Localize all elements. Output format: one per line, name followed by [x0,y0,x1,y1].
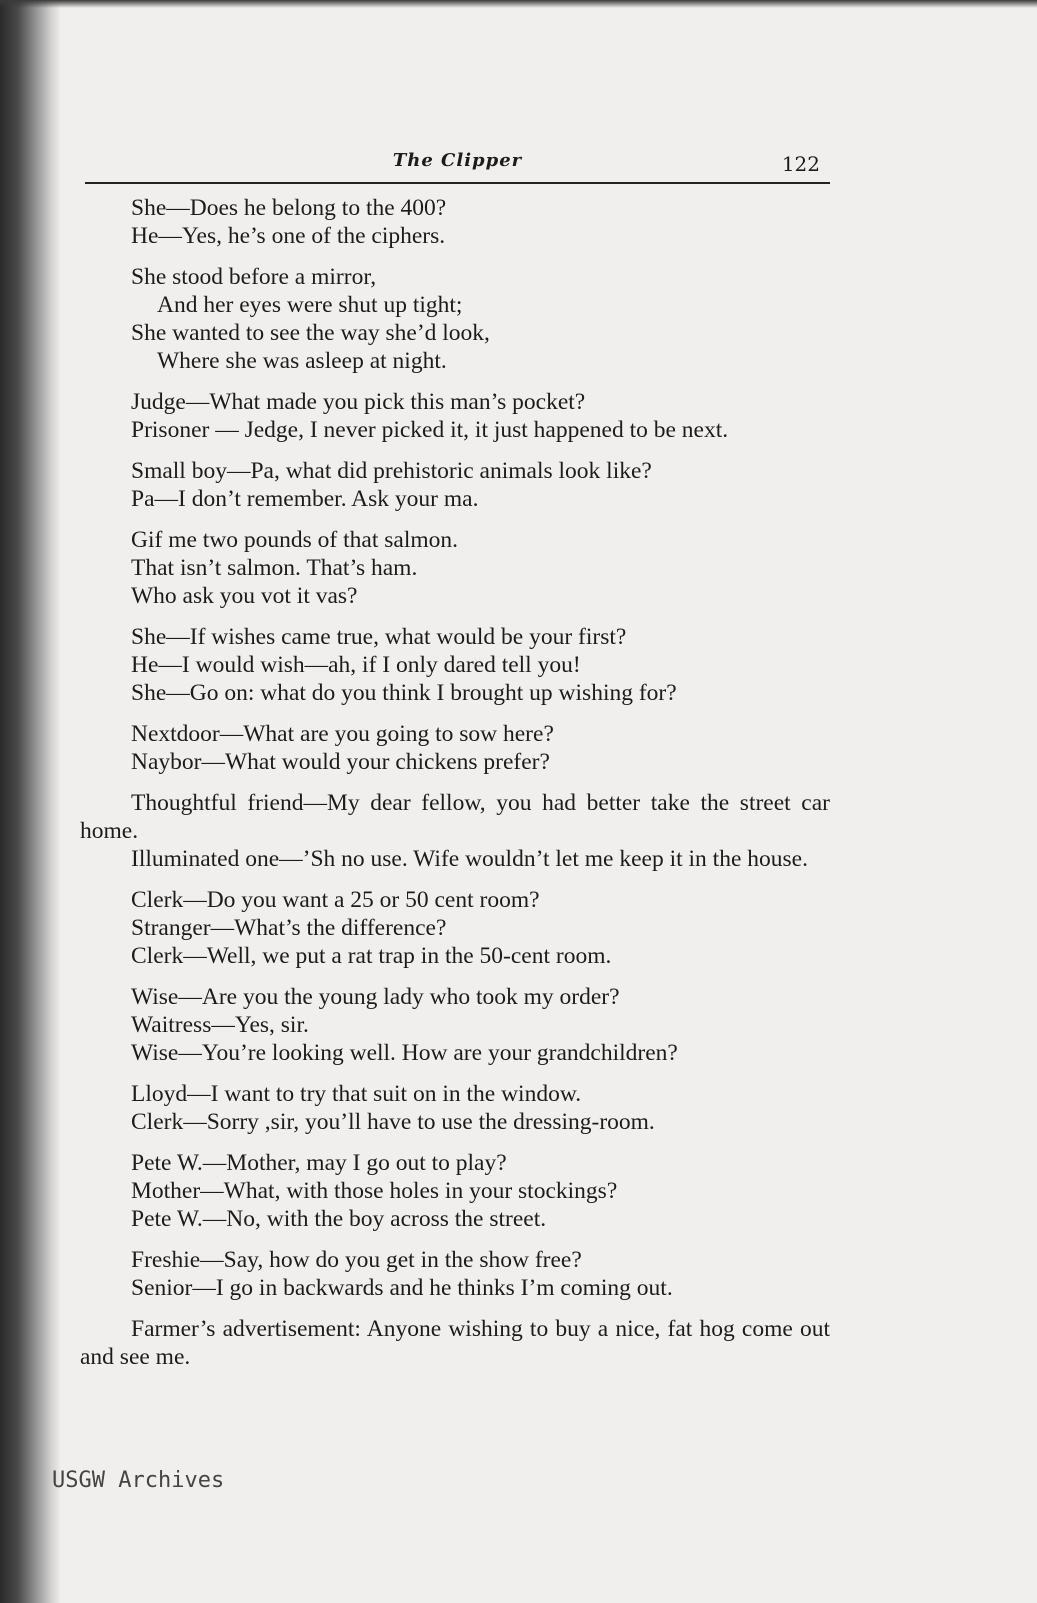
joke-pete [80,1149,830,1233]
joke-judge [80,388,830,444]
joke-street-car [80,789,830,873]
text-line: Pete W.—No, with the boy across the street. [131,1206,547,1232]
text-line: Senior—I go in backwards and he thinks I’m coming out. [131,1275,673,1301]
text-paragraph: Illuminated one—’Sh no use. Wife wouldn’t let me keep it in the house. [131,846,808,872]
text-line: Pete W.—Mother, may I go out to play? [131,1150,507,1176]
text-line: She—Go on: what do you think I brought up wishing for? [131,680,677,706]
page-header [85,146,830,184]
poem [80,263,830,375]
joke-wishes [80,623,830,707]
text-paragraph: Farmer’s advertisement: Anyone wishing to buy a nice, fat hog come out and see me. [80,1316,830,1370]
text-paragraph: Prisoner — Jedge, I never picked it, it just happened to be next. [131,417,729,443]
joke-small-boy [80,457,830,513]
text-line: Who ask you vot it vas? [131,583,358,609]
page-content [80,194,830,1384]
poem-line: And her eyes were shut up tight; [157,292,463,318]
text-line: Clerk—Well, we put a rat trap in the 50-cent room. [131,943,612,969]
text-line: Pa—I don’t remember. Ask your ma. [131,486,479,512]
page-top-shadow [0,0,1037,8]
joke-nextdoor [80,720,830,776]
text-line: Clerk—Do you want a 25 or 50 cent room? [131,887,540,913]
text-line: Freshie—Say, how do you get in the show free? [131,1247,582,1273]
joke-clerk-room [80,886,830,970]
text-line: Small boy—Pa, what did prehistoric animals look like? [131,458,652,484]
text-line: Clerk—Sorry ,sir, you’ll have to use the dressing-room. [131,1109,655,1135]
text-line: Judge—What made you pick this man’s pocket? [131,389,586,415]
archive-watermark: USGW Archives [52,1468,225,1493]
text-paragraph: Thoughtful friend—My dear fellow, you had better take the street car home. [80,790,830,844]
text-line: Waitress—Yes, sir. [131,1012,309,1038]
text-line: Wise—You’re looking well. How are your grandchildren? [131,1040,678,1066]
text-line: She—If wishes came true, what would be your first? [131,624,627,650]
joke-farmer [80,1315,830,1371]
joke-1 [80,194,830,250]
text-line: Nextdoor—What are you going to sow here? [131,721,554,747]
joke-freshie [80,1246,830,1302]
text-line: She—Does he belong to the 400? [131,195,447,221]
text-line: Wise—Are you the young lady who took my order? [131,984,620,1010]
poem-line: Where she was asleep at night. [157,348,447,374]
running-title: The Clipper [392,150,523,171]
joke-waitress [80,983,830,1067]
text-line: Lloyd—I want to try that suit on in the window. [131,1081,582,1107]
text-line: Naybor—What would your chickens prefer? [131,749,550,775]
text-line: Mother—What, with those holes in your stockings? [131,1178,618,1204]
text-line: Gif me two pounds of that salmon. [131,527,459,553]
joke-salmon [80,526,830,610]
book-spine-shadow [0,0,60,1603]
poem-line: She stood before a mirror, [131,264,377,290]
text-line: He—I would wish—ah, if I only dared tell you! [131,652,581,678]
joke-lloyd [80,1080,830,1136]
text-line: That isn’t salmon. That’s ham. [131,555,418,581]
page-number: 122 [781,152,820,176]
text-line: He—Yes, he’s one of the ciphers. [131,223,446,249]
text-line: Stranger—What’s the difference? [131,915,447,941]
poem-line: She wanted to see the way she’d look, [131,320,490,346]
